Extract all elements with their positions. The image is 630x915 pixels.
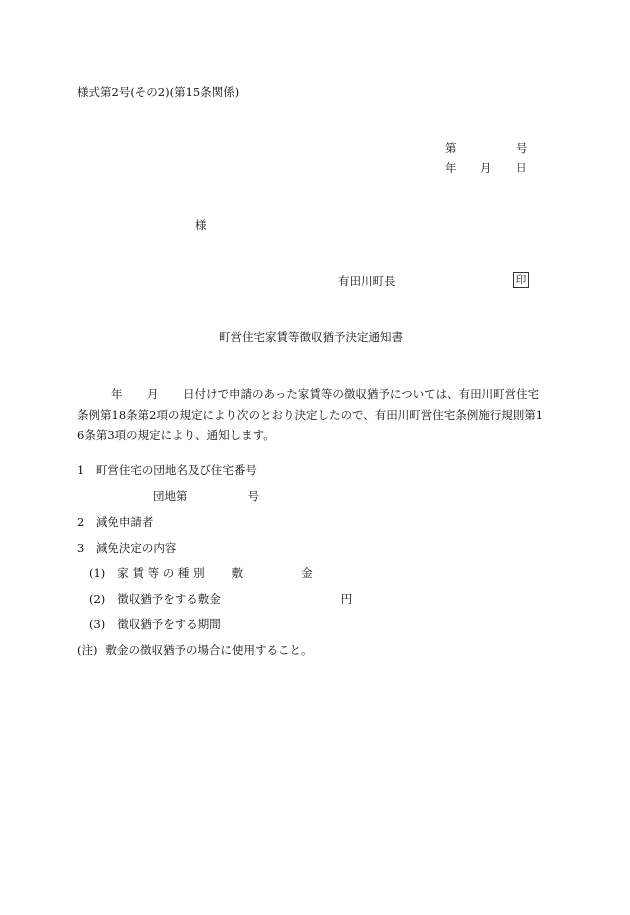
body-year-label: 年: [111, 387, 123, 401]
body-line-3: 6条第3項の規定により、通知します。: [77, 428, 275, 442]
sub-item-1-value-1: 敷: [231, 566, 244, 580]
item-1-heading: 1 町営住宅の団地名及び住宅番号: [77, 463, 257, 477]
house-number-suffix: 号: [247, 489, 259, 503]
sub-item-1-label: 家 賃 等 の 種 別: [117, 566, 205, 580]
document-title: 町営住宅家賃等徴収猶予決定通知書: [219, 330, 403, 344]
date-month-label: 月: [480, 161, 492, 175]
issuer-name: 有田川町長: [338, 274, 396, 288]
danchi-label: 団地第: [153, 489, 188, 503]
sub-item-1-value-2: 金: [301, 566, 313, 580]
document-number-label: 第: [445, 141, 457, 155]
sub-item-2-number: (2): [89, 592, 106, 606]
body-line-2: 条例第18条第2項の規定により次のとおり決定したので、有田川町営住宅条例施行規則第1: [77, 408, 544, 422]
sub-item-2-label: 徴収猶予をする敷金: [117, 592, 221, 606]
sub-item-3-number: (3): [89, 617, 106, 631]
body-line-1: [77, 387, 539, 401]
addressee-honorific: 様: [195, 218, 207, 232]
note-label: (注): [77, 643, 98, 657]
seal-stamp: 印: [513, 272, 529, 288]
sub-item-1: [89, 566, 313, 580]
date-day-label: 日: [516, 162, 527, 174]
date-year-label: 年: [445, 161, 457, 175]
item-2-heading: 2 減免申請者: [77, 515, 154, 529]
body-month-label: 月: [147, 387, 159, 401]
sub-item-3: [89, 617, 221, 631]
note: [77, 643, 312, 657]
body-line-1-text: 日付けで申請のあった家賃等の徴収猶予については、有田川町営住宅: [183, 387, 540, 401]
note-text: 敷金の徴収猶予の場合に使用すること。: [105, 643, 313, 657]
sub-item-2-unit: 円: [340, 592, 353, 606]
document-number-suffix: 号: [516, 141, 528, 155]
sub-item-3-label: 徴収猶予をする期間: [117, 617, 221, 631]
item-1-detail: [153, 489, 259, 503]
sub-item-2: [89, 592, 352, 606]
sub-item-1-number: (1): [89, 566, 106, 580]
item-3-heading: 3 減免決定の内容: [77, 541, 177, 555]
form-title: 様式第2号(その2)(第15条関係): [77, 85, 240, 99]
